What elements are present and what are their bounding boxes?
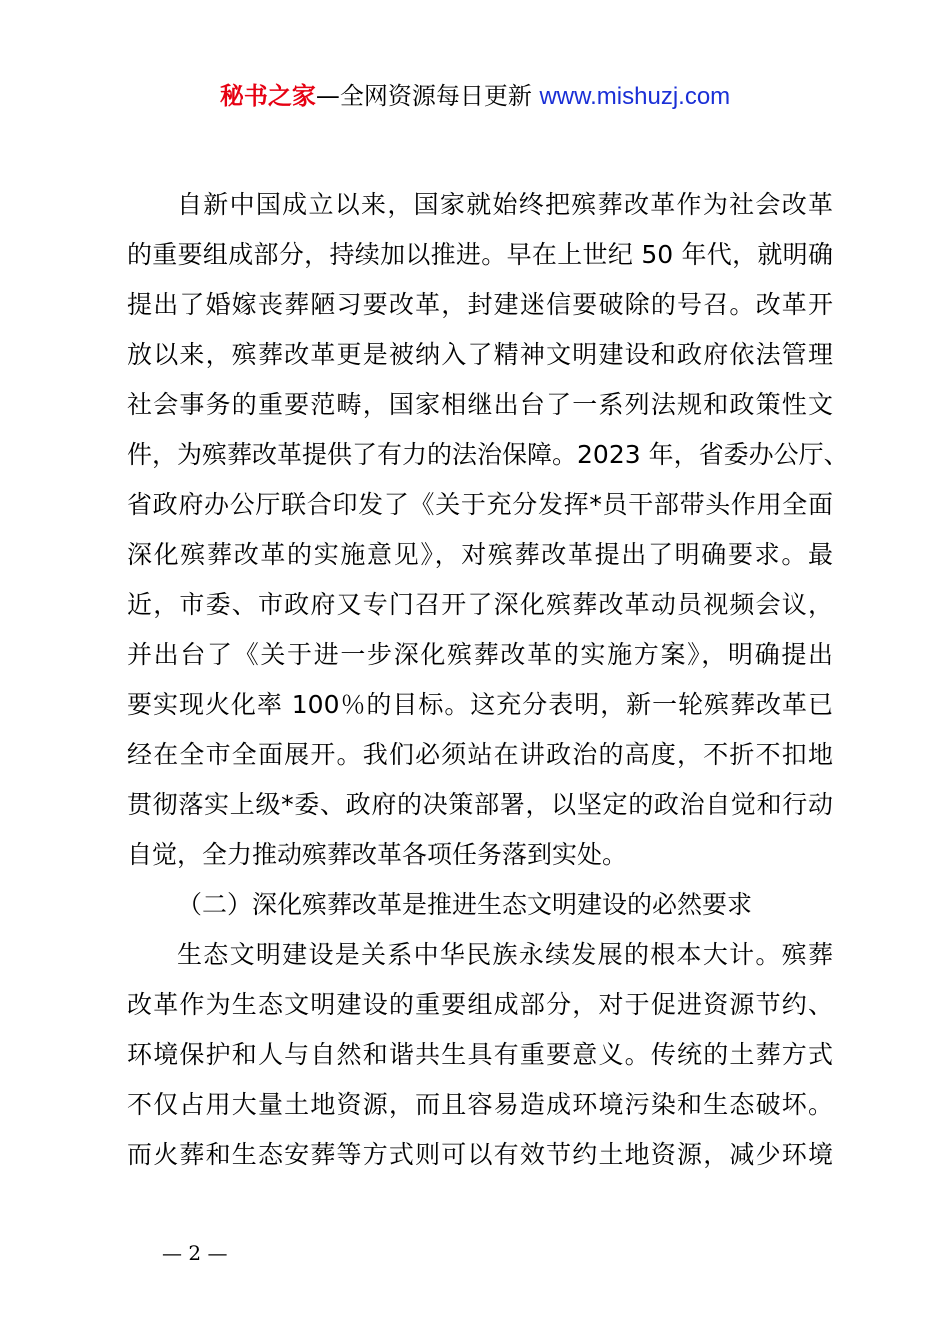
paragraph-line: 件，为殡葬改革提供了有力的法治保障。2023 年，省委办公厅、: [127, 440, 849, 469]
paragraph-line: 省政府办公厅联合印发了《关于充分发挥*员干部带头作用全面: [127, 490, 833, 519]
page-number: — 2 —: [162, 1241, 228, 1265]
site-url[interactable]: www.mishuzj.com: [539, 83, 731, 110]
paragraph-line: 并出台了《关于进一步深化殡葬改革的实施方案》，明确提出: [127, 640, 833, 669]
paragraph-line: 提出了婚嫁丧葬陋习要改革，封建迷信要破除的号召。改革开: [127, 290, 833, 319]
paragraph-line: 放以来，殡葬改革更是被纳入了精神文明建设和政府依法管理: [127, 340, 833, 369]
paragraph-line: 要实现火化率 100％的目标。这充分表明，新一轮殡葬改革已: [127, 690, 833, 719]
paragraph-line: 经在全市全面展开。我们必须站在讲政治的高度，不折不扣地: [127, 740, 833, 769]
paragraph-line: 自新中国成立以来，国家就始终把殡葬改革作为社会改革: [177, 190, 833, 219]
header-slogan: —全网资源每日更新: [315, 82, 532, 110]
paragraph-line: 不仅占用大量土地资源，而且容易造成环境污染和生态破坏。: [127, 1090, 833, 1119]
paragraph-line: 生态文明建设是关系中华民族永续发展的根本大计。殡葬: [177, 940, 833, 969]
paragraph-line: 近，市委、市政府又专门召开了深化殡葬改革动员视频会议，: [127, 590, 833, 619]
site-header: [0, 78, 950, 115]
paragraph-line: 自觉，全力推动殡葬改革各项任务落到实处。: [127, 840, 628, 869]
paragraph-line: 贯彻落实上级*委、政府的决策部署，以坚定的政治自觉和行动: [127, 790, 833, 819]
paragraph-line: 社会事务的重要范畴，国家相继出台了一系列法规和政策性文: [127, 390, 833, 419]
section-heading: （二）深化殡葬改革是推进生态文明建设的必然要求: [177, 890, 753, 919]
document-body: [127, 180, 849, 1180]
brand-name: 秘书之家: [219, 82, 316, 110]
paragraph-line: 而火葬和生态安葬等方式则可以有效节约土地资源，减少环境: [127, 1140, 833, 1169]
paragraph-line: 改革作为生态文明建设的重要组成部分，对于促进资源节约、: [127, 990, 833, 1019]
paragraph-line: 的重要组成部分，持续加以推进。早在上世纪 50 年代，就明确: [127, 240, 833, 269]
paragraph-line: 环境保护和人与自然和谐共生具有重要意义。传统的土葬方式: [127, 1040, 833, 1069]
paragraph-line: 深化殡葬改革的实施意见》，对殡葬改革提出了明确要求。最: [127, 540, 833, 569]
